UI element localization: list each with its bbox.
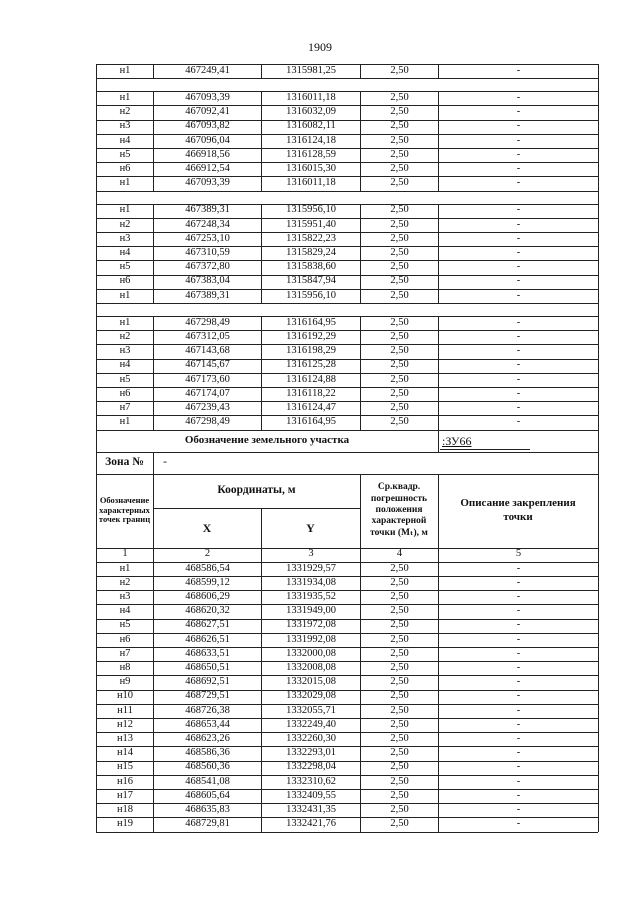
cell-d: -	[516, 704, 521, 716]
header-x: X	[202, 520, 212, 535]
cell-m: 2,50	[390, 402, 409, 414]
cell-x: 468633,51	[185, 647, 230, 659]
cell-y: 1316118,22	[286, 387, 336, 399]
cell-m: 2,50	[390, 64, 409, 76]
cell-p: н16	[116, 775, 134, 787]
cell-d: -	[516, 733, 521, 745]
cell-m: 2,50	[390, 416, 409, 428]
cell-x: 466918,56	[185, 148, 230, 160]
cell-y: 1316124,88	[286, 373, 336, 385]
table-rule	[153, 64, 154, 78]
cell-x: 467093,82	[185, 120, 230, 132]
cell-x: 468599,12	[185, 576, 230, 588]
cell-m: 2,50	[390, 106, 409, 118]
cell-x: 467298,49	[185, 416, 230, 428]
cell-d: -	[516, 387, 521, 399]
cell-y: 1332055,71	[286, 704, 336, 716]
cell-y: 1331935,52	[286, 591, 336, 603]
table-rule	[261, 91, 262, 190]
cell-x: 467092,41	[185, 106, 230, 118]
cell-p: н5	[119, 148, 131, 160]
cell-y: 1315956,10	[286, 204, 336, 216]
table-rule	[438, 474, 439, 548]
cell-d: -	[516, 562, 521, 574]
table-rule	[438, 64, 439, 78]
cell-y: 1332421,76	[286, 818, 336, 830]
table-rule	[438, 316, 439, 430]
parcel-label: Обозначение земельного участка	[184, 434, 350, 447]
cell-y: 1331972,08	[286, 619, 336, 631]
table-rule	[96, 430, 97, 452]
cell-p: н19	[116, 818, 134, 830]
cell-x: 467298,49	[185, 316, 230, 328]
cell-m: 2,50	[390, 204, 409, 216]
table-rule	[153, 91, 154, 190]
table-rule	[96, 548, 97, 562]
cell-y: 1316192,29	[286, 331, 336, 343]
column-number: 5	[515, 548, 522, 560]
cell-y: 1332000,08	[286, 647, 336, 659]
cell-m: 2,50	[390, 163, 409, 175]
cell-x: 468620,32	[185, 605, 230, 617]
cell-m: 2,50	[390, 789, 409, 801]
separator-right	[598, 303, 599, 316]
header-description: Описание закрепления точки	[460, 496, 576, 523]
table-rule	[96, 474, 97, 548]
cell-d: -	[516, 120, 521, 132]
cell-d: -	[516, 619, 521, 631]
cell-d: -	[516, 106, 521, 118]
cell-x: 468729,81	[185, 818, 230, 830]
cell-p: н6	[119, 163, 131, 175]
cell-d: -	[516, 605, 521, 617]
cell-p: н2	[119, 106, 131, 118]
cell-p: н6	[119, 633, 131, 645]
table-rule	[153, 452, 154, 474]
cell-d: -	[516, 789, 521, 801]
cell-y: 1331949,00	[286, 605, 336, 617]
cell-m: 2,50	[390, 775, 409, 787]
row-rule	[96, 78, 598, 79]
separator-left	[96, 191, 97, 204]
cell-m: 2,50	[390, 619, 409, 631]
cell-x: 468726,38	[185, 704, 230, 716]
cell-p: н3	[119, 345, 131, 357]
table-rule	[96, 316, 97, 430]
cell-p: н4	[119, 605, 131, 617]
cell-d: -	[516, 232, 521, 244]
cell-y: 1316198,29	[286, 345, 336, 357]
cell-m: 2,50	[390, 345, 409, 357]
cell-x: 467389,31	[185, 204, 230, 216]
cell-d: -	[516, 218, 521, 230]
cell-y: 1332260,30	[286, 733, 336, 745]
cell-y: 1332249,40	[286, 718, 336, 730]
table-rule	[261, 562, 262, 832]
cell-d: -	[516, 359, 521, 371]
cell-x: 467253,10	[185, 232, 230, 244]
cell-m: 2,50	[390, 331, 409, 343]
table-rule	[261, 64, 262, 78]
header-coordinates: Координаты, м	[217, 483, 296, 496]
cell-x: 468605,64	[185, 789, 230, 801]
cell-x: 466912,54	[185, 163, 230, 175]
cell-x: 467383,04	[185, 275, 230, 287]
zone-value: -	[163, 455, 167, 468]
table-rule	[598, 452, 599, 474]
cell-p: н5	[119, 619, 131, 631]
table-rule	[360, 474, 361, 548]
cell-d: -	[516, 316, 521, 328]
cell-y: 1316164,95	[286, 316, 336, 328]
cell-d: -	[516, 163, 521, 175]
table-rule	[360, 548, 361, 562]
table-rule	[96, 452, 97, 474]
table-rule	[438, 204, 439, 303]
cell-x: 467389,31	[185, 289, 230, 301]
cell-d: -	[516, 134, 521, 146]
parcel-code-underline	[440, 449, 530, 450]
table-rule	[438, 91, 439, 190]
cell-y: 1332310,62	[286, 775, 336, 787]
cell-y: 1316082,11	[286, 120, 336, 132]
cell-d: -	[516, 289, 521, 301]
cell-x: 467249,41	[185, 64, 230, 76]
table-rule	[96, 64, 97, 78]
table-rule	[598, 548, 599, 562]
cell-p: н6	[119, 387, 131, 399]
cell-y: 1332293,01	[286, 747, 336, 759]
table-rule	[438, 562, 439, 832]
cell-d: -	[516, 275, 521, 287]
cell-p: н1	[119, 289, 131, 301]
cell-m: 2,50	[390, 373, 409, 385]
cell-x: 467093,39	[185, 92, 230, 104]
table-rule	[153, 474, 154, 548]
cell-y: 1331992,08	[286, 633, 336, 645]
cell-m: 2,50	[390, 120, 409, 132]
cell-y: 1316124,18	[286, 134, 336, 146]
cell-x: 467312,05	[185, 331, 230, 343]
cell-y: 1316124,47	[286, 402, 336, 414]
cell-y: 1316128,59	[286, 148, 336, 160]
cell-p: н6	[119, 275, 131, 287]
cell-d: -	[516, 591, 521, 603]
cell-y: 1331934,08	[286, 576, 336, 588]
cell-y: 1316164,95	[286, 416, 336, 428]
cell-m: 2,50	[390, 261, 409, 273]
cell-x: 467239,43	[185, 402, 230, 414]
cell-m: 2,50	[390, 605, 409, 617]
cell-x: 468541,08	[185, 775, 230, 787]
table-rule	[598, 316, 599, 430]
separator-right	[598, 191, 599, 204]
table-rule	[360, 316, 361, 430]
cell-p: н15	[116, 761, 134, 773]
cell-x: 468627,51	[185, 619, 230, 631]
cell-m: 2,50	[390, 232, 409, 244]
cell-p: н18	[116, 804, 134, 816]
cell-x: 467248,34	[185, 218, 230, 230]
header-y: Y	[306, 520, 315, 535]
cell-p: н1	[119, 177, 131, 189]
table-rule	[153, 548, 154, 562]
cell-y: 1315981,25	[286, 64, 336, 76]
cell-d: -	[516, 676, 521, 688]
cell-d: -	[516, 402, 521, 414]
header-split-rule	[153, 508, 360, 509]
separator-left	[96, 303, 97, 316]
cell-x: 468623,26	[185, 733, 230, 745]
cell-x: 468606,29	[185, 591, 230, 603]
row-rule	[96, 191, 598, 192]
page-number: 1909	[308, 40, 332, 54]
cell-p: н3	[119, 120, 131, 132]
cell-d: -	[516, 718, 521, 730]
cell-m: 2,50	[390, 761, 409, 773]
cell-x: 468635,83	[185, 804, 230, 816]
header-error: Ср.квадр. погрешность положения характерной точки (Mₜ), м	[370, 482, 428, 538]
cell-y: 1316011,18	[286, 177, 336, 189]
table-rule	[96, 562, 97, 832]
cell-x: 467174,07	[185, 387, 230, 399]
cell-m: 2,50	[390, 718, 409, 730]
separator-right	[598, 78, 599, 91]
cell-d: -	[516, 247, 521, 259]
table-rule	[360, 204, 361, 303]
cell-y: 1315956,10	[286, 289, 336, 301]
cell-p: н4	[119, 359, 131, 371]
zone-label: Зона №	[105, 455, 144, 468]
cell-m: 2,50	[390, 387, 409, 399]
cell-d: -	[516, 818, 521, 830]
table-rule	[261, 548, 262, 562]
table-rule	[598, 430, 599, 452]
cell-x: 468626,51	[185, 633, 230, 645]
table-rule	[261, 204, 262, 303]
cell-x: 468586,36	[185, 747, 230, 759]
cell-p: н5	[119, 373, 131, 385]
cell-p: н1	[119, 416, 131, 428]
cell-x: 468653,44	[185, 718, 230, 730]
cell-y: 1332015,08	[286, 676, 336, 688]
cell-p: н2	[119, 218, 131, 230]
cell-x: 467143,68	[185, 345, 230, 357]
cell-p: н2	[119, 576, 131, 588]
cell-p: н4	[119, 247, 131, 259]
cell-m: 2,50	[390, 92, 409, 104]
cell-y: 1316125,28	[286, 359, 336, 371]
cell-y: 1332029,08	[286, 690, 336, 702]
cell-d: -	[516, 204, 521, 216]
cell-y: 1315829,24	[286, 247, 336, 259]
table-rule	[153, 562, 154, 832]
table-rule	[598, 562, 599, 832]
cell-y: 1332298,04	[286, 761, 336, 773]
cell-m: 2,50	[390, 591, 409, 603]
cell-p: н9	[119, 676, 131, 688]
cell-d: -	[516, 177, 521, 189]
column-number: 4	[396, 548, 403, 560]
table-rule	[96, 91, 97, 190]
separator-left	[96, 78, 97, 91]
cell-p: н1	[119, 562, 131, 574]
cell-m: 2,50	[390, 275, 409, 287]
cell-d: -	[516, 775, 521, 787]
cell-m: 2,50	[390, 690, 409, 702]
row-rule	[96, 303, 598, 304]
table-rule	[96, 204, 97, 303]
cell-p: н12	[116, 718, 134, 730]
cell-p: н1	[119, 204, 131, 216]
cell-p: н10	[116, 690, 134, 702]
table-rule	[438, 430, 439, 452]
cell-x: 468692,51	[185, 676, 230, 688]
cell-m: 2,50	[390, 733, 409, 745]
cell-d: -	[516, 804, 521, 816]
cell-d: -	[516, 576, 521, 588]
cell-y: 1332409,55	[286, 789, 336, 801]
cell-m: 2,50	[390, 647, 409, 659]
cell-d: -	[516, 345, 521, 357]
column-number: 1	[122, 548, 128, 560]
cell-x: 467093,39	[185, 177, 230, 189]
cell-d: -	[516, 64, 521, 76]
cell-p: н8	[119, 662, 131, 674]
table-rule	[153, 204, 154, 303]
parcel-code: :ЗУ66	[442, 433, 472, 448]
cell-x: 467173,60	[185, 373, 230, 385]
cell-y: 1315847,94	[286, 275, 336, 287]
table-rule	[360, 562, 361, 832]
cell-y: 1316032,09	[286, 106, 336, 118]
cell-p: н7	[119, 402, 131, 414]
cell-p: н3	[119, 591, 131, 603]
cell-m: 2,50	[390, 818, 409, 830]
cell-m: 2,50	[390, 562, 409, 574]
cell-p: н1	[119, 92, 131, 104]
table-rule	[153, 316, 154, 430]
cell-x: 467096,04	[185, 134, 230, 146]
cell-y: 1331929,57	[286, 562, 336, 574]
cell-d: -	[516, 373, 521, 385]
cell-m: 2,50	[390, 289, 409, 301]
table-rule	[438, 548, 439, 562]
cell-m: 2,50	[390, 218, 409, 230]
header-points: Обозначение характерных точек границ	[98, 494, 151, 525]
cell-m: 2,50	[390, 747, 409, 759]
cell-p: н4	[119, 134, 131, 146]
cell-x: 467145,67	[185, 359, 230, 371]
cell-m: 2,50	[390, 247, 409, 259]
cell-d: -	[516, 416, 521, 428]
row-rule	[96, 832, 598, 833]
cell-p: н7	[119, 647, 131, 659]
cell-m: 2,50	[390, 676, 409, 688]
cell-m: 2,50	[390, 134, 409, 146]
cell-d: -	[516, 747, 521, 759]
cell-p: н3	[119, 232, 131, 244]
cell-d: -	[516, 148, 521, 160]
cell-d: -	[516, 261, 521, 273]
table-rule	[598, 91, 599, 190]
table-rule	[598, 204, 599, 303]
cell-x: 468729,51	[185, 690, 230, 702]
cell-x: 468650,51	[185, 662, 230, 674]
cell-x: 468586,54	[185, 562, 230, 574]
cell-y: 1316015,30	[286, 163, 336, 175]
cell-p: н5	[119, 261, 131, 273]
cell-p: н11	[117, 704, 133, 716]
cell-d: -	[516, 633, 521, 645]
cell-y: 1332431,35	[286, 804, 336, 816]
cell-m: 2,50	[390, 804, 409, 816]
cell-m: 2,50	[390, 662, 409, 674]
cell-y: 1332008,08	[286, 662, 336, 674]
cell-d: -	[516, 92, 521, 104]
cell-y: 1315838,60	[286, 261, 336, 273]
cell-p: н2	[119, 331, 131, 343]
table-rule	[598, 64, 599, 78]
cell-m: 2,50	[390, 148, 409, 160]
cell-m: 2,50	[390, 633, 409, 645]
cell-d: -	[516, 662, 521, 674]
cell-x: 467372,80	[185, 261, 230, 273]
cell-y: 1316011,18	[286, 92, 336, 104]
column-number: 3	[308, 548, 314, 560]
cell-m: 2,50	[390, 359, 409, 371]
table-rule	[360, 91, 361, 190]
cell-d: -	[516, 331, 521, 343]
column-number: 2	[204, 548, 211, 560]
header-xy-divider	[261, 508, 262, 548]
cell-p: н1	[119, 316, 131, 328]
cell-m: 2,50	[390, 576, 409, 588]
table-rule	[360, 64, 361, 78]
cell-p: н17	[116, 789, 134, 801]
cell-x: 468560,36	[185, 761, 230, 773]
cell-y: 1315951,40	[286, 218, 336, 230]
cell-m: 2,50	[390, 704, 409, 716]
cell-d: -	[516, 690, 521, 702]
cell-p: н13	[116, 733, 134, 745]
cell-p: н14	[116, 747, 134, 759]
cell-y: 1315822,23	[286, 232, 336, 244]
table-rule	[261, 316, 262, 430]
cell-x: 467310,59	[185, 247, 230, 259]
cell-p: н1	[119, 64, 131, 76]
cell-m: 2,50	[390, 177, 409, 189]
cell-d: -	[516, 761, 521, 773]
cell-d: -	[516, 647, 521, 659]
table-rule	[598, 474, 599, 548]
cell-m: 2,50	[390, 316, 409, 328]
